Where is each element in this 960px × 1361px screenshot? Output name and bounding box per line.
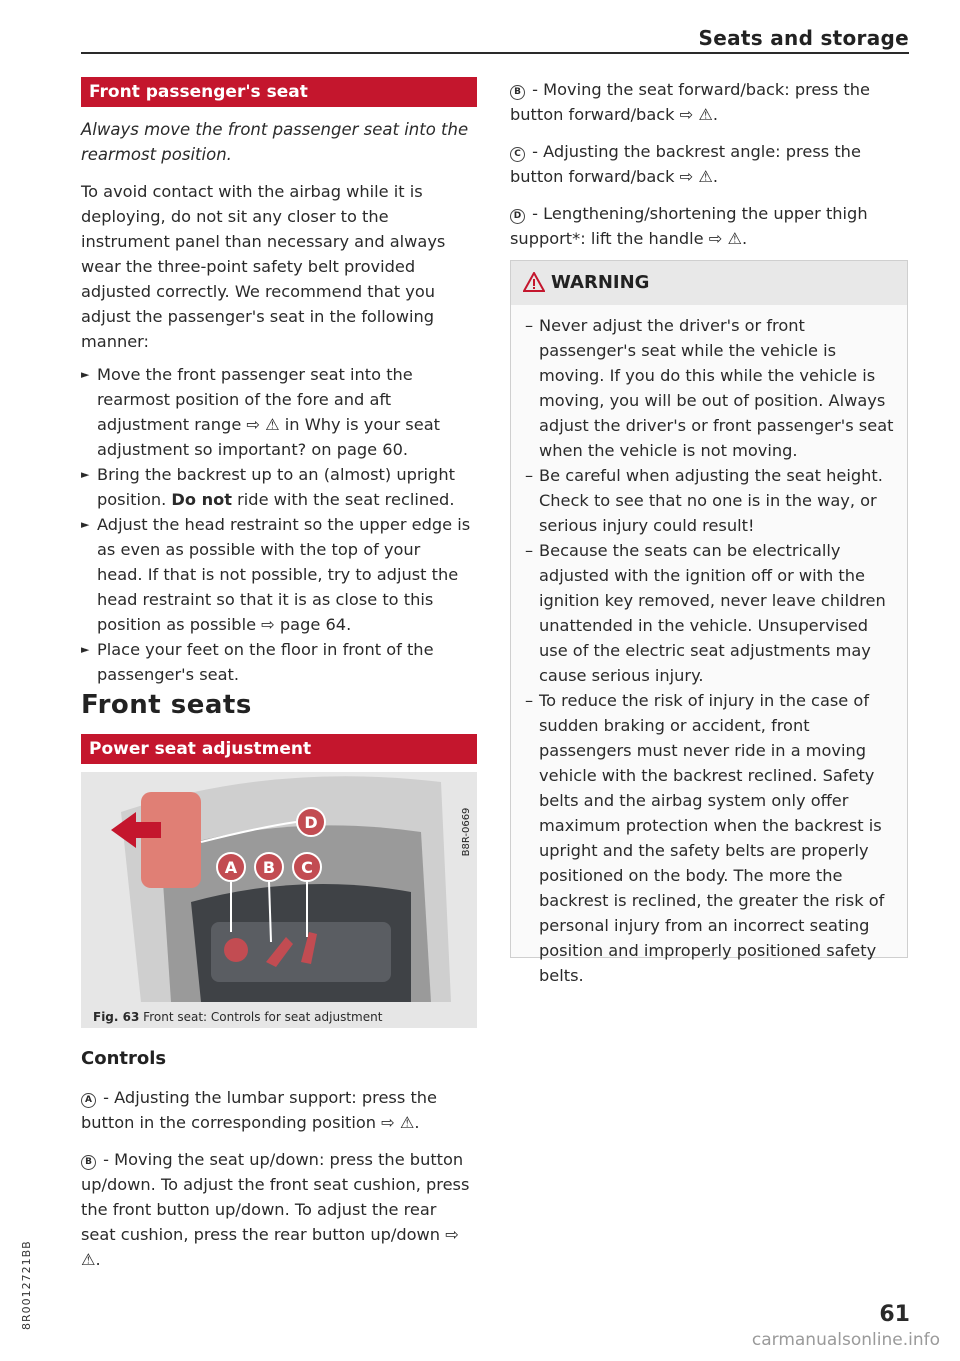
warning-item: – Because the seats can be electrically adjusted with the ignition off or with the ignition key removed, never leave children unattended in the vehicle. Unsupervised use of the electric seat adjustments may cause serious injury. xyxy=(525,538,895,688)
warning-item: – Never adjust the driver's or front passenger's seat while the vehicle is moving. If you do this while the vehicle is moving, you will be out of position. Always adjust the driver's or front passenger's seat when the vehicle is not moving. xyxy=(525,313,895,463)
control-d-text: - Lengthening/shortening the upper thigh support*: lift the handle ⇨ ⚠. xyxy=(510,204,868,248)
figure-caption xyxy=(81,1010,489,1024)
page-number: 61 xyxy=(879,1302,910,1327)
warning-box xyxy=(510,260,908,985)
warning-list xyxy=(511,305,907,988)
control-b xyxy=(81,1147,476,1272)
figure-label-b: B xyxy=(262,858,276,877)
passenger-paragraph: To avoid contact with the airbag while it is deploying, do not sit any closer to the instrument panel than necessary and always wear the three-point safety belt provided adjusted correctly. We recommend that you adjust the passenger's seat in the following manner: xyxy=(81,182,446,351)
section-bar-power-seat: Power seat adjustment xyxy=(81,734,477,764)
bullet-2-c: ride with the seat reclined. xyxy=(232,490,455,509)
bullet-2-a: Bring the backrest up to an (almost) upright position. xyxy=(97,465,455,509)
control-a xyxy=(81,1085,476,1135)
warning-header xyxy=(511,261,907,305)
running-header: Seats and storage xyxy=(698,26,909,50)
warning-title: WARNING xyxy=(551,272,650,293)
passenger-section xyxy=(81,117,471,687)
document-code: 8R0012721BB xyxy=(20,1240,33,1330)
control-c xyxy=(510,139,908,189)
controls-list-continued xyxy=(510,77,908,251)
figure-caption-label: Fig. 63 xyxy=(93,1010,140,1024)
section-bar-front-passenger: Front passenger's seat xyxy=(81,77,477,107)
warning-item: – To reduce the risk of injury in the case of sudden braking or accident, front passengers must never ride in a moving vehicle with the backrest reclined. Safety belts and the airbag system only offer maximum protection when the backrest is upright and the safety belts are properly positioned on the body. The more the backrest is reclined, the greater the risk of personal injury from an incorrect seating position and improperly positioned safety belts. xyxy=(525,688,895,988)
control-b-fwd xyxy=(510,77,908,127)
bullet-2-bold: Do not xyxy=(171,490,232,509)
watermark: carmanualsonline.info xyxy=(751,1330,940,1350)
warning-icon xyxy=(523,272,545,292)
control-b2-text: - Moving the seat forward/back: press the button forward/back ⇨ ⚠. xyxy=(510,80,870,124)
seat-illustration xyxy=(81,772,477,1028)
passenger-intro: Always move the front passenger seat into the rearmost position. xyxy=(81,120,469,164)
control-b2-marker: B xyxy=(510,85,525,100)
figure-code: B8R-0669 xyxy=(461,807,472,857)
bullet-3: ► Adjust the head restraint so the upper edge is as even as possible with the top of your head. If that is not possible, try to adjust the head restraint so that it is as close to this position as possible ⇨ page 64. xyxy=(81,512,471,637)
control-c-marker: C xyxy=(510,147,525,162)
figure-caption-text: Front seat: Controls for seat adjustment xyxy=(143,1010,383,1024)
control-a-text: - Adjusting the lumbar support: press the button in the corresponding position ⇨ ⚠. xyxy=(81,1088,438,1132)
figure-label-c: C xyxy=(301,858,313,877)
controls-heading: Controls xyxy=(81,1048,167,1069)
control-c-text: - Adjusting the backrest angle: press the button forward/back ⇨ ⚠. xyxy=(510,142,861,186)
control-d-marker: D xyxy=(510,209,525,224)
control-b-text: - Moving the seat up/down: press the button up/down. To adjust the front seat cushion, press the front button up/down. To adjust the rear seat cushion, press the rear button up/down ⇨ ⚠. xyxy=(81,1150,470,1269)
seat-figure xyxy=(81,772,477,1028)
control-b-marker: B xyxy=(81,1155,96,1170)
bullet-4: ► Place your feet on the floor in front of the passenger's seat. xyxy=(81,637,471,687)
controls-list xyxy=(81,1085,476,1272)
section-title-front-seats: Front seats xyxy=(81,690,252,720)
control-a-marker: A xyxy=(81,1093,96,1108)
control-d xyxy=(510,201,908,251)
bullet-2 xyxy=(81,462,471,512)
bullet-1: ► Move the front passenger seat into the rearmost position of the fore and aft adjustment range ⇨ ⚠ in Why is your seat adjustment so important? on page 60. xyxy=(81,362,471,462)
header-rule xyxy=(81,52,909,54)
figure-label-a: A xyxy=(224,858,238,877)
warning-item: – Be careful when adjusting the seat height. Check to see that no one is in the way, or serious injury could result! xyxy=(525,463,895,538)
figure-label-d: D xyxy=(304,813,318,832)
